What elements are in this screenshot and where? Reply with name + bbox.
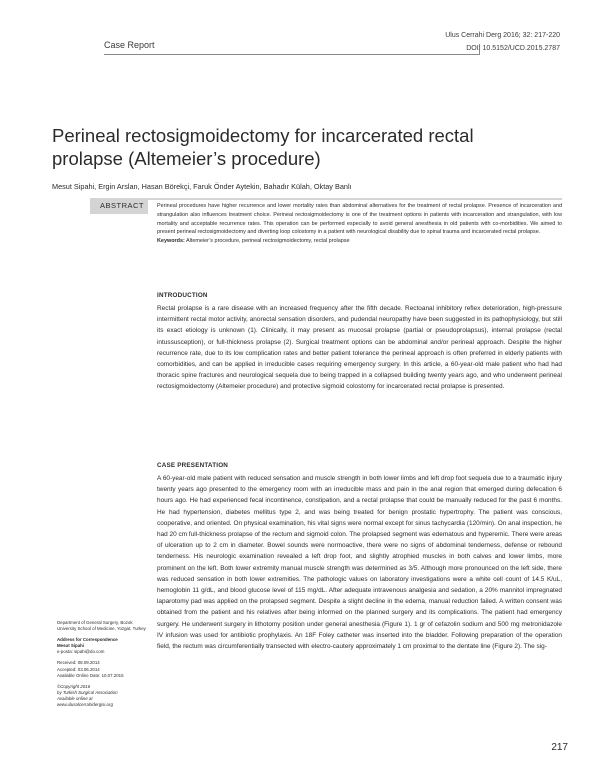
article-title: Perineal rectosigmoidectomy for incarcerated rectal prolapse (Altemeier’s procedure) [52,125,474,169]
correspondence-label: Address for Correspondence [57,637,118,643]
margin-notes [57,620,149,708]
case-presentation-text: A 60-year-old male patient with reduced sensation and muscle strength in both lower limbs and left drop foot sequela due to a traumatic injury twenty years ago presented to the emergency room with an irreducible mass and pain in the anal region that emerged during defecation 6 hours ago. He had experienced fecal incontinence, constipation, and a rectal prolapse that could be manually reduced for the past 6 months. He had hypertension, diabetes mellitus type 2, and was being treated for benign prostatic hypertrophy. The patient was conscious, cooperative, and oriented. On physical examination, his vital signs were normal except for sinus tachycardia (120/min). On anal inspection, he had 20 cm full-thickness prolapse of the rectum and sigmoid colon. The prolapsed segment was edematous and hyperemic. There were areas of ulceration up to 2 cm in diameter. Bowel sounds were normoactive, there were no signs of abdominal tenderness, defense or rebound tenderness. His neurologic examination revealed a left drop foot, and slightly atrophied muscles in both calves and lower limbs, more prominent on the left. Both lower extremity manual muscle strength was determined as 3/5. Although more pronounced on the left side, there was reduced sensation in both lower extremities. The pathologic values on laboratory investigations were a white cell count of 14.5 K/uL, hemoglobin 11 g/dL, and blood glucose level of 115 mg/dL. After adequate intravenous analgesia and sedation, a 20% mannitol impregnated laparotomy pad was applied on the prolapsed segment. Despite a slight decline in the edema, manual reduction failed. A written consent was obtained from the patient and his relatives after being informed on the planned surgery and its complications. The patient had emergency surgery. He underwent surgery in lithotomy position under general anesthesia (Figure 1). 1 gr of cefazolin sodium and 500 mg metronidazole IV infusion was used for antibiotic prophylaxis. An 18F Foley catheter was inserted into the bladder. Following preparation of the operation field, the rectum was circumferentially transected with electro-cautery approximately 1 cm proximal to the dentate line (Figure 2). The sig- [157,475,562,651]
journal-website-link[interactable]: www.ulusalcerrahidergisi.org [57,702,113,708]
keywords-text: Altemeier’s procedure, perineal rectosigmoidectomy, rectal prolapse [186,238,350,244]
introduction-text: Rectal prolapse is a rare disease with an increased frequency after the fifth decade. Rectoanal inhibitory reflex deterioration, high-pressure intermittent rectal motor activity, anorectal sensation disorders, and pudendal neuropathy have been suggested in its pathophysiology, but still its exact etiology is unknown (1). Clinically, it may present as mucosal prolapse (partial or pseudoprolapsus), internal prolapse (rectal intussusception), or full-thickness prolapse (2). Surgical treatment options can be abdominal and/or perineal approach. Despite the higher recurrence rate, due to its low complication rates and better patient tolerance the perineal approach is often preferred in elderly patients with comorbidities, and can be applied in irreducible cases requiring emergency surgery. In this article, a 60-year-old male patient who had had thoracic spine fractures and neurological sequela due to being trapped in a collapsed building twenty years ago, and who underwent perineal rectosigmoidectomy (Altemeier procedure) and protective sigmoid colostomy for incarcerated rectal prolapse is presented. [157,305,562,391]
copyright-holder: by Turkish Surgical Association [57,689,118,695]
journal-citation: Ulus Cerrahi Derg 2016; 32: 217-220 [445,32,560,39]
accepted-date: Accepted: 03.06.2014 [57,666,100,672]
copyright: ©Copyright 2016 [57,683,91,689]
page-number: 217 [551,742,568,753]
header-rule [104,54,480,55]
correspondence-email[interactable]: e-posta: sipahi@do.com [57,649,105,655]
abstract-rule [148,198,562,200]
correspondence-name: Mesut Sipahi [57,643,85,649]
case-presentation-heading: CASE PRESENTATION [157,462,229,469]
abstract-body [157,202,562,246]
abstract-label: ABSTRACT [90,198,148,214]
keywords-label: Keywords: [157,238,185,244]
available-online-label: Available online at [57,695,93,701]
received-date: Received: 08.09.2014 [57,660,100,666]
abstract-text: Perineal procedures have higher recurrence and lower mortality rates than abdominal alternatives for the treatment of rectal prolapse. Presence of incarceration and strangulation also influences treatment choice. Perineal rectosigmoidectomy is one of the treatment options in patients with incarceration and strangulation, with low mortality and acceptable recurrence rates. This operation can be performed especially to avoid general anesthesia in old patients with co-morbidities. We aimed to present perineal rectosigmoidectomy and diverting loop colostomy in a patient with neurological disability due to spinal trauma and incarcerated rectal prolapse. [157,203,562,236]
section-label: Case Report [104,40,155,50]
author-list: Mesut Sipahi, Ergin Arslan, Hasan Börekçi, Faruk Önder Aytekin, Bahadır Külah, Oktay Banlı [52,182,352,191]
doi-link[interactable]: DOI: 10.5152/UCD.2015.2787 [466,45,560,52]
affiliation: Department of General Surgery, Bozok University School of Medicine, Yozgat, Turkey [57,620,146,632]
introduction-heading: INTRODUCTION [157,292,208,299]
online-date: Available Online Date: 10.07.2015 [57,672,124,678]
